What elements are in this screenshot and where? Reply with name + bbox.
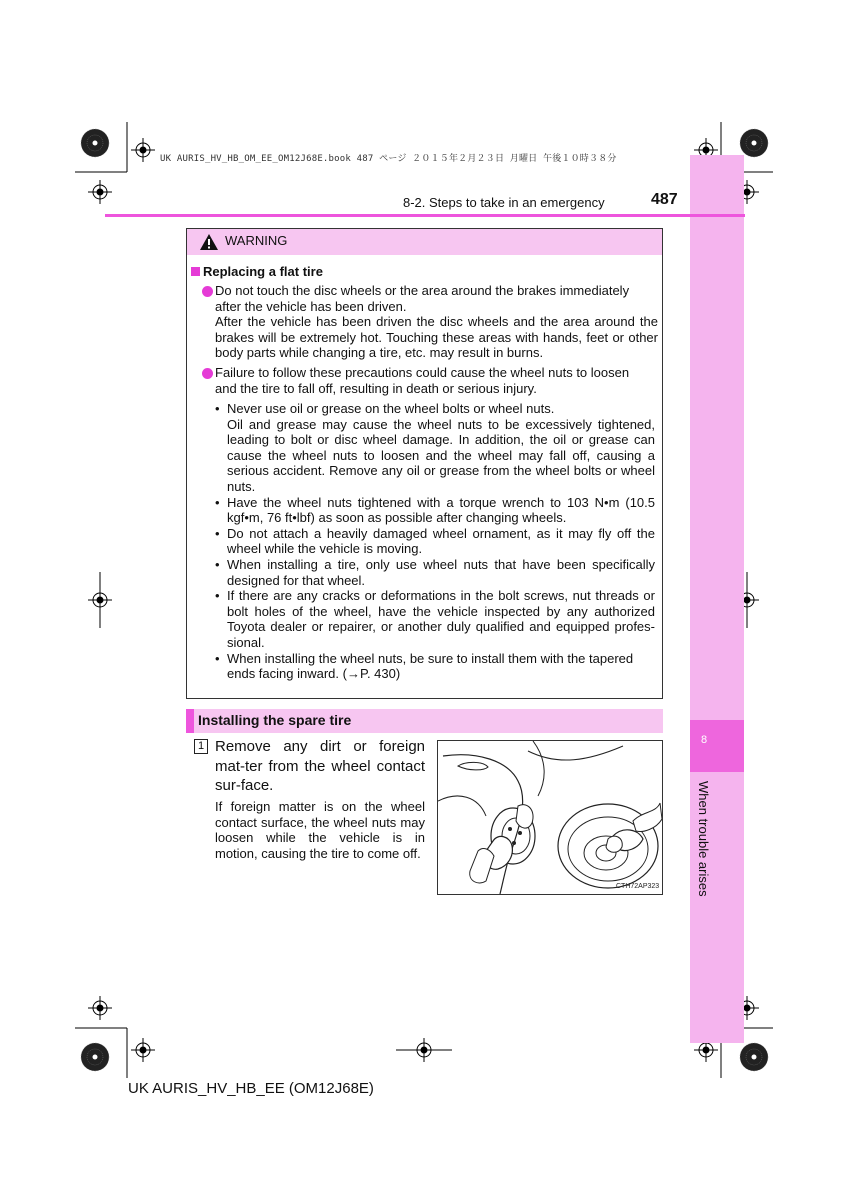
list-item: • If there are any cracks or deformations in the bolt screws, nut threads or bolt holes of the wheel, have the vehicle inspected by any authorized Toyota dealer or repairer, or another duly qualified and equipped profes-sional. (215, 588, 655, 650)
step-note: If foreign matter is on the wheel contact surface, the wheel nuts may loosen while the vehicle is in motion, causing the tire to come off. (215, 799, 425, 862)
list-item-text: If there are any cracks or deformations in the bolt screws, nut threads or bolt holes of the wheel, have the vehicle inspected by any authorized Toyota dealer or repairer, or another duly qualified and equipped profes-sional. (227, 588, 655, 650)
registration-star-mark (740, 129, 768, 157)
section-heading-accent (186, 709, 194, 733)
registration-star-mark (81, 129, 109, 157)
list-item-text: Do not attach a heavily damaged wheel ornament, as it may fly off the wheel while the vehicle is moving. (227, 525, 655, 557)
chapter-tab[interactable] (690, 720, 744, 772)
square-bullet-icon (191, 267, 200, 276)
list-item-text: When installing a tire, only use wheel nuts that have been specifically designed for that wheel. (227, 556, 655, 588)
chapter-tab-label: When trouble arises (696, 781, 711, 897)
registration-mark (131, 1038, 155, 1062)
list-item: • Never use oil or grease on the wheel bolts or wheel nuts. Oil and grease may cause the wheel nuts to be excessively tightened, leading to bolt or disc wheel damage. In addition, the oil or grease can cause the wheel nuts to loosen and the wheel may fall off, causing a serious accident. Remove any oil or grease from the wheel bolts or wheel nuts. (215, 401, 655, 494)
circle-bullet-icon (202, 286, 213, 297)
list-item-text: Never use oil or grease on the wheel bolts or wheel nuts. (227, 401, 555, 416)
print-info-line: UK AURIS_HV_HB_OM_EE_OM12J68E.book 487 ページ ２０１５年２月２３日 月曜日 午後１０時３８分 (160, 154, 617, 164)
step-number: 1 (194, 739, 208, 754)
warning-triangle-icon (199, 233, 219, 251)
section-heading: Installing the spare tire (198, 712, 352, 728)
list-item-text: When installing the wheel nuts, be sure to install them with the tapered ends facing inward. (→P. 430) (227, 650, 634, 682)
footer-model-code: UK AURIS_HV_HB_EE (OM12J68E) (128, 1080, 374, 1097)
page-number: 487 (651, 191, 678, 208)
warning-label: WARNING (225, 233, 288, 248)
warning-bullet-1 (215, 283, 658, 361)
section-title: 8-2. Steps to take in an emergency (403, 195, 605, 210)
list-item: • Have the wheel nuts tightened with a torque wrench to 103 N•m (10.5 kgf•m, 76 ft•lbf) as soon as possible after changing wheels. (215, 494, 655, 526)
list-item-text: Have the wheel nuts tightened with a torque wrench to 103 N•m (10.5 kgf•m, 76 ft•lbf) as soon as possible after changing wheels. (227, 494, 655, 526)
registration-mark (131, 138, 155, 162)
illustration-frame (437, 740, 663, 895)
list-item-detail: Oil and grease may cause the wheel nuts to be excessively tightened, leading to bolt or disc wheel damage. In addition, the oil or grease can cause the wheel nuts to loosen and the wheel may fall off, causing a serious accident. Remove any oil or grease from the wheel bolts or wheel nuts. (227, 416, 655, 494)
list-item: • When installing the wheel nuts, be sure to install them with the tapered ends facing inward. (→P. 430) (215, 651, 655, 682)
warning-bullet-1-detail: After the vehicle has been driven the disc wheels and the area around the brakes will be extremely hot. Touching these areas with hands, feet or other body parts while changing a tire, etc. may result in burns. (215, 314, 658, 361)
list-item: • When installing a tire, only use wheel nuts that have been specifically designed for that wheel. (215, 556, 655, 588)
warning-bullet-1-line-1: Do not touch the disc wheels or the area around the brakes immediately (215, 283, 630, 298)
illustration-code: CTH72AP323 (616, 883, 660, 890)
warning-heading: Replacing a flat tire (203, 264, 323, 279)
spare-tire-cleaning-illustration (438, 741, 662, 894)
step-text: Remove any dirt or foreign mat-ter from the wheel contact sur-face. (215, 738, 425, 794)
warning-bullet-2-line-1: Failure to follow these precautions could cause the wheel nuts to loosen (215, 365, 630, 380)
registration-mark (88, 996, 112, 1020)
warning-bullet-2-line-2: and the tire to fall off, resulting in death or serious injury. (215, 380, 537, 396)
warning-bullet-2 (215, 365, 658, 396)
registration-star-mark (740, 1043, 768, 1071)
chapter-tab-number: 8 (700, 734, 708, 746)
circle-bullet-icon (202, 368, 213, 379)
header-rule (105, 214, 745, 217)
registration-mark (88, 180, 112, 204)
registration-star-mark (81, 1043, 109, 1071)
warning-bullet-1-line-2: after the vehicle has been driven. (215, 298, 407, 314)
warning-item-list (215, 401, 655, 682)
list-item: • Do not attach a heavily damaged wheel ornament, as it may fly off the wheel while the vehicle is moving. (215, 525, 655, 557)
chapter-side-strip (690, 155, 744, 1043)
